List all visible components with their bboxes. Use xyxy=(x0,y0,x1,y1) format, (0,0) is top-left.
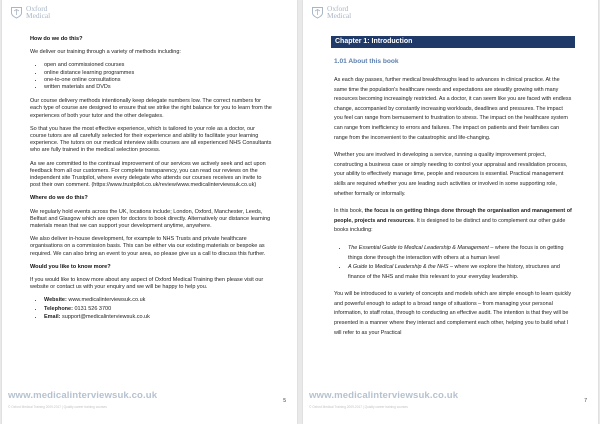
trustpilot-link[interactable]: (https://www.trustpilot.co.uk/review/www.medicalinterviewsuk.co.uk) xyxy=(91,182,257,189)
page-number: 5 xyxy=(283,398,286,404)
paragraph: If you would like to know more about any aspect of Oxford Medical Training then please visit our website or contact us with your enquiry and we will be happy to help you. xyxy=(30,277,264,291)
footer-copyright: © Oxford Medical Training 2009-2017 | Quality career training courses xyxy=(8,405,107,409)
page-number: 7 xyxy=(584,398,587,404)
logo-line-2: Medical xyxy=(26,11,51,20)
guide-title: The Essential Guide to Medical Leadership & Management xyxy=(348,244,489,251)
list-item: • online distance learning programmes xyxy=(44,70,272,77)
contact-list xyxy=(30,297,272,321)
list-item xyxy=(348,244,572,263)
website-link[interactable]: www.medicalinterviewsuk.co.uk xyxy=(68,297,146,304)
paragraph: We deliver our training through a variety of methods including: xyxy=(30,49,181,56)
paragraph: So that you have the most effective experience, which is tailored to your role as a doctor, our course tutors are all carefully selected for their experience and ability to facilitate your learning experience. The tutors on our medical interview skills courses are all experienced NHS Consultants who are fully trained in the medical selection process. xyxy=(30,125,272,154)
logo-line-1: Oxford xyxy=(327,4,349,13)
document-page-right xyxy=(303,0,598,424)
page-footer xyxy=(309,390,593,409)
paragraph: As each day passes, further medical breakthroughs lead to advances in clinical practice. At the same time the population's healthcare needs and expectations are steadily growing with many resources becoming increasingly restricted. As a doctor, it can seem like you are faced with endless change, accompanied by constantly increasing workloads, deadlines and pressures. The impact you feel can range from bemusement to frustration to stress. The impact on the healthcare system can range from inefficiency to errors and failures. The impact on patients and their families can range from the inconvenient to the catastrophic and life-changing. xyxy=(334,77,572,141)
guide-title: A Guide to Medical Leadership & the NHS xyxy=(348,264,449,271)
paragraph xyxy=(30,161,272,190)
list-item: • written materials and DVDs xyxy=(44,84,272,91)
telephone-value: 0131 526 3700 xyxy=(74,305,112,312)
email-link[interactable]: support@medicalinterviewsuk.co.uk xyxy=(62,313,150,320)
list-item xyxy=(348,263,572,282)
oxford-medical-logo xyxy=(10,5,50,19)
section-title: 1.01 About this book xyxy=(334,58,399,65)
right-page-body xyxy=(334,76,572,346)
list-item: • open and commissioned courses xyxy=(44,62,272,69)
heading-where: Where do we do this? xyxy=(30,195,88,202)
paragraph xyxy=(334,207,572,236)
logo-line-1: Oxford xyxy=(26,4,48,13)
paragraph-text: . It is designed to be distinct and to complement our other guide books including: xyxy=(334,217,566,234)
heading-know-more: Would you like to know more? xyxy=(30,263,111,270)
methods-list xyxy=(30,62,272,91)
paragraph-emphasis: the focus is on getting things done through the organisation and management of people, projects and resources xyxy=(334,208,572,224)
contact-label: Website: xyxy=(44,297,67,304)
oxford-medical-logo xyxy=(311,5,351,19)
footer-url[interactable]: www.medicalinterviewsuk.co.uk xyxy=(8,390,158,401)
paragraph-text: As we are committed to the continual improvement of our services we actively seek and act upon feedback from all our customers. For complete transparency, you can read our reviews on the independent site Trustpilot, where every delegate who attends our courses receives an invite to post their own comment. xyxy=(30,160,266,189)
paragraph-text: In this book, xyxy=(334,208,365,215)
paragraph: We also deliver in-house development, for example to NHS Trusts and private healthcare organisations on a commission basis. This can be either via our existing materials or bespoke as required. We can also bring an event to your area, so please give us a call to discuss this further. xyxy=(30,236,266,257)
footer-url[interactable]: www.medicalinterviewsuk.co.uk xyxy=(309,390,459,401)
crest-icon xyxy=(10,6,23,19)
contact-label: Email: xyxy=(44,313,61,320)
contact-email xyxy=(44,314,272,321)
footer-copyright: © Oxford Medical Training 2009-2017 | Quality career training courses xyxy=(309,405,408,409)
guide-description: – where the focus is on getting things done through the interaction with others at a human level xyxy=(348,244,564,261)
page-footer xyxy=(8,390,292,409)
guide-description: – where we explore the history, structures and finance of the NHS and make this relevant to your everyday leadership. xyxy=(348,264,560,280)
contact-label: Telephone: xyxy=(44,305,73,312)
list-item: • one-to-one online consultations xyxy=(44,77,272,84)
contact-telephone xyxy=(44,306,272,313)
paragraph: Whether you are involved in developing a service, running a quality improvement project, constructing a business case or simply needing to control your appraisal and revalidation process, your ability to effectively manage time, people and resources is essential. Practical management skills are required whether you are leading such activities or involved in some supporting role, whether formally or informally. xyxy=(334,152,568,197)
left-page-body xyxy=(30,36,272,328)
paragraph: Our course delivery methods intentionally keep delegate numbers low. The correct numbers for each type of course are designed to ensure that we strike the right balance for you to learn from the experiences of both your tutor and the other delegates. xyxy=(30,98,272,119)
document-page-left xyxy=(2,0,297,424)
paragraph: We regularly hold events across the UK, locations include; London, Oxford, Manchester, Leeds, Belfast and Glasgow which are open for doctors to book directly. Alternatively our distance learning materials mean that we can support your development anytime, anywhere. xyxy=(30,208,271,230)
heading-how: How do we do this? xyxy=(30,36,83,42)
logo-line-2: Medical xyxy=(327,11,352,20)
paragraph: You will be introduced to a variety of concepts and models which are simple enough to learn quickly and powerful enough to adapt to a broad range of situations – from managing your personal information, to staff rotas, through to conducting an effective audit. The intention is that they will be presented in a manner where they interact and complement each other, helping you to build what I will refer to as your Practical xyxy=(334,291,572,336)
contact-website xyxy=(44,297,272,304)
crest-icon xyxy=(311,6,324,19)
guides-list xyxy=(334,244,572,282)
chapter-title-bar: Chapter 1: Introduction xyxy=(331,36,575,48)
